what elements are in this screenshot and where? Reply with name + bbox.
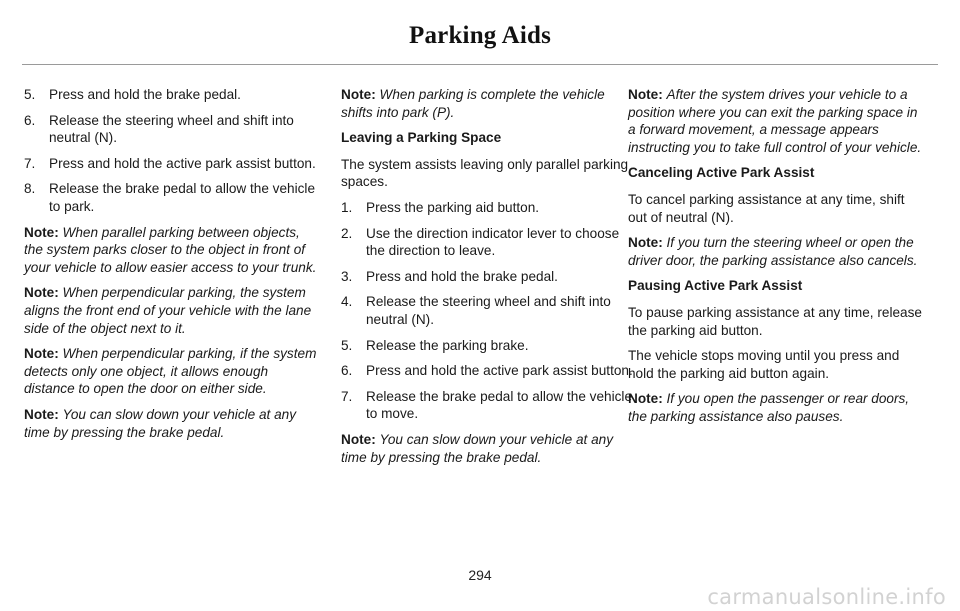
note-label: Note: xyxy=(628,235,667,251)
step-text: Release the parking brake. xyxy=(366,337,529,353)
step-number: 8. xyxy=(24,181,36,197)
step-item xyxy=(341,225,637,260)
note xyxy=(628,234,924,269)
step-number: 1. xyxy=(341,199,353,215)
note xyxy=(628,390,924,425)
step-item xyxy=(341,293,637,328)
step-item xyxy=(341,388,637,423)
note-text: When perpendicular parking, if the system detects only one object, it allows enough distance to open the door on either side. xyxy=(24,346,317,397)
note-text: When parking is complete the vehicle shifts into park (P). xyxy=(341,87,605,120)
section-heading-pausing: Pausing Active Park Assist xyxy=(628,278,803,294)
step-number: 4. xyxy=(341,294,353,310)
step-text: Release the steering wheel and shift into neutral (N). xyxy=(49,112,294,146)
step-number: 6. xyxy=(341,363,353,379)
title-divider xyxy=(22,64,938,65)
note xyxy=(341,86,637,121)
step-number: 2. xyxy=(341,225,353,241)
paragraph: To pause parking assistance at any time, release the parking aid button. xyxy=(628,304,922,338)
column-3 xyxy=(628,86,924,434)
note-text: You can slow down your vehicle at any time by pressing the brake pedal. xyxy=(341,431,614,465)
note-label: Note: xyxy=(24,224,63,240)
section-heading-canceling: Canceling Active Park Assist xyxy=(628,165,815,181)
note xyxy=(24,284,320,337)
note xyxy=(24,345,320,398)
note xyxy=(628,86,924,156)
note-label: Note: xyxy=(628,87,667,102)
step-number: 7. xyxy=(24,155,36,171)
step-item xyxy=(341,362,637,380)
step-item xyxy=(24,180,320,215)
note xyxy=(24,406,320,441)
note-text: You can slow down your vehicle at any time by pressing the brake pedal. xyxy=(24,406,297,440)
step-item xyxy=(341,268,637,286)
step-number: 3. xyxy=(341,268,353,284)
page-number: 294 xyxy=(468,567,492,583)
note-label: Note: xyxy=(24,346,63,362)
step-text: Release the steering wheel and shift into neutral (N). xyxy=(366,294,611,327)
note-label: Note: xyxy=(24,406,63,422)
step-number: 5. xyxy=(24,87,36,102)
note-text: After the system drives your vehicle to a position where you can exit the parking space in a forward movement, a message appears instructing you to take full control of your vehicle. xyxy=(628,87,922,155)
step-text: Use the direction indicator lever to choose the direction to leave. xyxy=(366,225,620,259)
paragraph: The vehicle stops moving until you press and hold the parking aid button again. xyxy=(628,348,900,381)
column-1 xyxy=(24,86,320,449)
step-number: 6. xyxy=(24,112,36,128)
watermark: carmanualsonline.info xyxy=(707,585,946,609)
step-item xyxy=(24,155,320,173)
step-number: 7. xyxy=(341,388,353,404)
section-heading-leaving: Leaving a Parking Space xyxy=(341,130,502,146)
note-label: Note: xyxy=(628,391,667,407)
step-text: Release the brake pedal to allow the vehicle to move. xyxy=(366,388,633,422)
step-text: Press and hold the active park assist button. xyxy=(366,363,633,379)
note xyxy=(24,224,320,277)
step-text: Press the parking aid button. xyxy=(366,199,540,215)
paragraph: The system assists leaving only parallel parking spaces. xyxy=(341,156,629,190)
note-text: When parallel parking between objects, the system parks closer to the object in front of your vehicle to allow easier access to your trunk. xyxy=(24,224,317,275)
step-number: 5. xyxy=(341,337,353,353)
note-text: When perpendicular parking, the system aligns the front end of your vehicle with the lane side of the object next to it. xyxy=(24,285,312,336)
note-label: Note: xyxy=(341,431,380,447)
step-item xyxy=(341,337,637,355)
step-text: Press and hold the active park assist button. xyxy=(49,155,316,171)
note xyxy=(341,431,637,466)
step-text: Press and hold the brake pedal. xyxy=(366,268,558,284)
page-title: Parking Aids xyxy=(408,22,552,49)
note-label: Note: xyxy=(24,285,63,301)
step-item xyxy=(341,199,637,217)
note-label: Note: xyxy=(341,87,380,102)
step-item xyxy=(24,112,320,147)
step-text: Press and hold the brake pedal. xyxy=(49,87,241,102)
step-item xyxy=(24,86,320,104)
note-text: If you turn the steering wheel or open the driver door, the parking assistance also cancels. xyxy=(628,235,918,268)
column-2 xyxy=(341,86,637,474)
step-text: Release the brake pedal to allow the vehicle to park. xyxy=(49,181,316,214)
note-text: If you open the passenger or rear doors, the parking assistance also pauses. xyxy=(628,391,910,424)
paragraph: To cancel parking assistance at any time, shift out of neutral (N). xyxy=(628,191,905,225)
